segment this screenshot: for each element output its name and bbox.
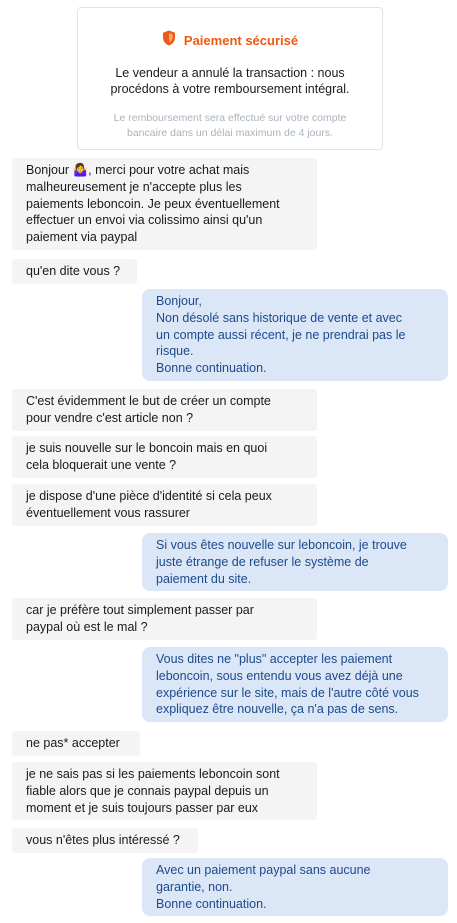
notice-header	[78, 30, 382, 51]
message-bubble-sent: Si vous êtes nouvelle sur leboncoin, je trouve juste étrange de refuser le système de paiement du site.	[142, 533, 448, 591]
shield-icon	[162, 30, 176, 51]
message-bubble-received: je dispose d'une pièce d'identité si cela peux éventuellement vous rassurer	[12, 484, 317, 526]
message-bubble-sent: Avec un paiement paypal sans aucune garantie, non. Bonne continuation.	[142, 858, 448, 916]
secure-payment-notice	[77, 7, 383, 150]
notice-title: Paiement sécurisé	[183, 33, 299, 48]
message-bubble-received: vous n'êtes plus intéressé ?	[12, 828, 198, 853]
message-bubble-received: je ne sais pas si les paiements leboncoin sont fiable alors que je connais paypal depuis un moment et je suis toujours passer par eux	[12, 762, 317, 820]
message-bubble-sent: Vous dites ne "plus" accepter les paiement leboncoin, sous entendu vous avez déjà une expérience sur le site, mais de l'autre côté vous expliquez être nouvelle, ça n'a pas de sens.	[142, 647, 448, 722]
message-bubble-received: C'est évidemment le but de créer un compte pour vendre c'est article non ?	[12, 389, 317, 431]
message-bubble-received: qu'en dite vous ?	[12, 259, 137, 284]
message-bubble-received: Bonjour 🤷‍♀️, merci pour votre achat mais malheureusement je n'accepte plus les paiements leboncoin. Je peux éventuellement effectuer un envoi via colissimo ainsi qu'un paiement via paypal	[12, 158, 317, 250]
message-bubble-received: ne pas* accepter	[12, 731, 140, 756]
message-bubble-received: car je préfère tout simplement passer par paypal où est le mal ?	[12, 598, 317, 640]
message-bubble-sent: Bonjour, Non désolé sans historique de vente et avec un compte aussi récent, je ne prendrai pas le risque. Bonne continuation.	[142, 289, 448, 381]
notice-sub-message: Le remboursement sera effectué sur votre compte bancaire dans un délai maximum de 4 jours.	[113, 112, 347, 139]
message-bubble-received: je suis nouvelle sur le boncoin mais en quoi cela bloquerait une vente ?	[12, 436, 317, 478]
notice-message: Le vendeur a annulé la transaction : nous procédons à votre remboursement intégral.	[110, 66, 350, 96]
